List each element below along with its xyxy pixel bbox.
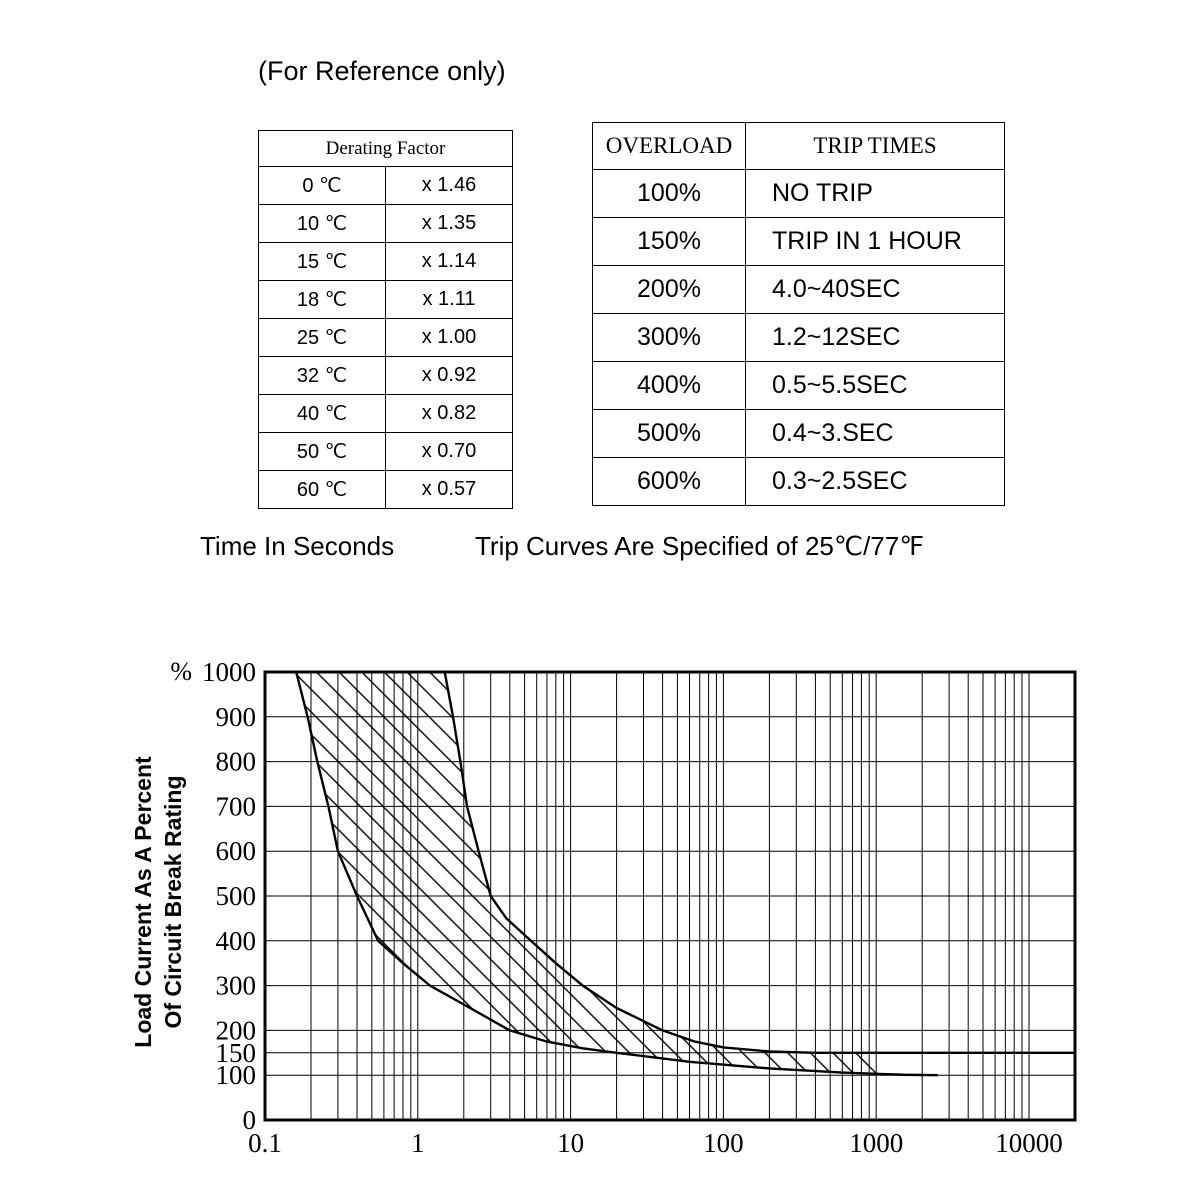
temperature-cell: 50 ℃: [259, 433, 386, 471]
derating-row: [259, 243, 513, 281]
y-axis-tick-label: 100: [215, 1060, 256, 1091]
derating-row: [259, 357, 513, 395]
y-axis-tick-label: 150: [215, 1037, 256, 1068]
overload-percent-cell: 600%: [593, 458, 746, 506]
trip-time-cell: TRIP IN 1 HOUR: [746, 218, 1005, 266]
overload-percent-cell: 200%: [593, 266, 746, 314]
overload-percent-cell: 100%: [593, 170, 746, 218]
derating-row: [259, 167, 513, 205]
factor-cell: x 0.82: [386, 395, 513, 433]
derating-table-header-row: [259, 131, 513, 167]
overload-row: [593, 458, 1005, 506]
factor-cell: x 1.00: [386, 319, 513, 357]
y-axis-tick-label: 600: [215, 836, 256, 867]
y-axis-tick-labels: [202, 657, 256, 1135]
x-axis-tick-label: 10000: [995, 1128, 1063, 1158]
y-axis-tick-label: 900: [215, 701, 256, 732]
y-axis-tick-label: 500: [215, 881, 256, 911]
factor-cell: x 1.11: [386, 281, 513, 319]
y-axis-tick-label: 700: [215, 791, 256, 822]
factor-cell: x 0.57: [386, 471, 513, 509]
temperature-cell: 25 ℃: [259, 319, 386, 357]
trip-curve-conditions-caption: Trip Curves Are Specified of 25℃/77℉: [475, 531, 924, 561]
overload-row: [593, 410, 1005, 458]
trip-time-cell: 4.0~40SEC: [746, 266, 1005, 314]
trip-time-cell: NO TRIP: [746, 170, 1005, 218]
x-axis-tick-label: 10: [557, 1128, 585, 1158]
factor-cell: x 1.14: [386, 243, 513, 281]
y-axis-tick-label: 200: [215, 1015, 256, 1046]
factor-cell: x 1.35: [386, 205, 513, 243]
temperature-cell: 40 ℃: [259, 395, 386, 433]
temperature-cell: 15 ℃: [259, 243, 386, 281]
factor-cell: x 0.92: [386, 357, 513, 395]
x-axis-tick-label: 1000: [849, 1128, 904, 1158]
derating-table-title: Derating Factor: [259, 131, 513, 167]
overload-percent-cell: 400%: [593, 362, 746, 410]
overload-table-header-row: [593, 123, 1005, 170]
derating-factor-table: [258, 130, 513, 509]
temperature-cell: 10 ℃: [259, 205, 386, 243]
overload-percent-cell: 300%: [593, 314, 746, 362]
factor-cell: x 0.70: [386, 433, 513, 471]
reference-note: (For Reference only): [258, 56, 506, 86]
y-axis-tick-label: 1000: [202, 657, 256, 687]
y-axis-tick-label: 800: [215, 746, 256, 777]
temperature-cell: 18 ℃: [259, 281, 386, 319]
y-axis-unit-label: %: [170, 657, 192, 686]
derating-row: [259, 433, 513, 471]
x-axis-tick-label: 100: [703, 1128, 744, 1158]
overload-row: [593, 170, 1005, 218]
derating-row: [259, 281, 513, 319]
time-axis-caption: Time In Seconds: [200, 531, 395, 561]
overload-column-header: OVERLOAD: [593, 123, 746, 170]
overload-percent-cell: 500%: [593, 410, 746, 458]
overload-row: [593, 314, 1005, 362]
overload-trip-table: [592, 122, 1005, 506]
temperature-cell: 32 ℃: [259, 357, 386, 395]
overload-row: [593, 266, 1005, 314]
derating-row: [259, 471, 513, 509]
temperature-cell: 60 ℃: [259, 471, 386, 509]
overload-row: [593, 218, 1005, 266]
y-axis-title-line1: Load Current As A Percent: [130, 756, 156, 1048]
trip-time-cell: 1.2~12SEC: [746, 314, 1005, 362]
trip-time-cell: 0.5~5.5SEC: [746, 362, 1005, 410]
trip-times-column-header: TRIP TIMES: [746, 123, 1005, 170]
overload-row: [593, 362, 1005, 410]
y-axis-tick-label: 0: [242, 1105, 256, 1135]
temperature-cell: 0 ℃: [259, 167, 386, 205]
x-axis-tick-label: 0.1: [248, 1128, 282, 1158]
y-axis-tick-label: 400: [215, 925, 256, 956]
x-axis-tick-label: 1: [411, 1128, 425, 1158]
x-axis-tick-labels: [248, 1128, 1063, 1158]
y-axis-title-line2: Of Circuit Break Rating: [160, 775, 186, 1029]
factor-cell: x 1.46: [386, 167, 513, 205]
overload-percent-cell: 150%: [593, 218, 746, 266]
derating-row: [259, 205, 513, 243]
derating-row: [259, 395, 513, 433]
trip-time-cell: 0.4~3.SEC: [746, 410, 1005, 458]
trip-time-cell: 0.3~2.5SEC: [746, 458, 1005, 506]
trip-band-hatch: [296, 672, 876, 1074]
trip-curve-chart: [150, 630, 1200, 1200]
derating-row: [259, 319, 513, 357]
y-axis-tick-label: 300: [215, 970, 256, 1001]
